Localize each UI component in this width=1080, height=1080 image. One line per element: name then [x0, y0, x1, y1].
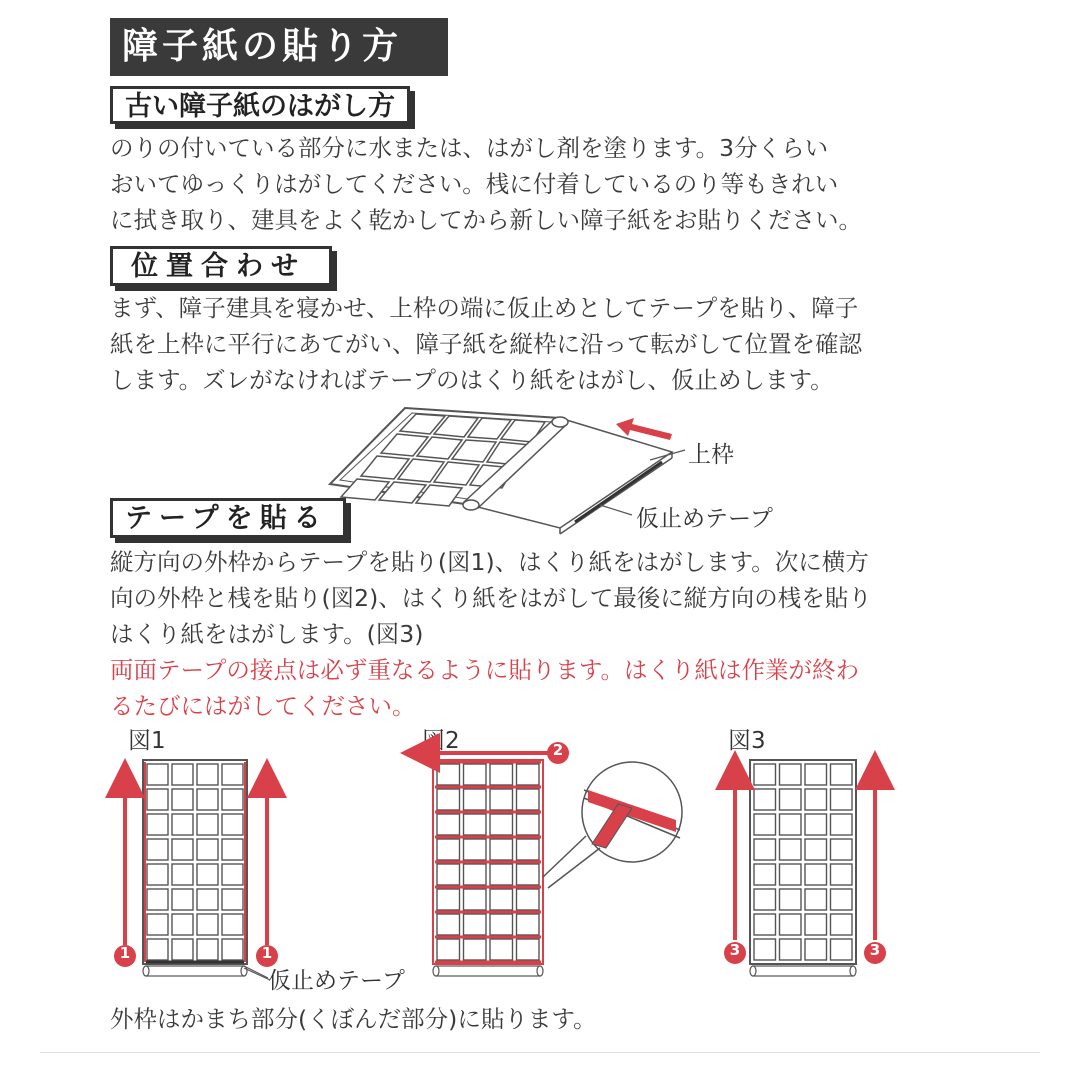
shoji-pane: [147, 789, 168, 810]
bottom-divider: [40, 1052, 1040, 1053]
shoji-pane: [147, 914, 168, 935]
shoji-pane: [517, 889, 540, 910]
figure-3-label: 図3: [728, 728, 766, 754]
shoji-pane: [754, 864, 776, 885]
shoji-pane: [831, 864, 853, 885]
shoji-pane: [805, 864, 827, 885]
shoji-pane: [222, 864, 243, 885]
figure-1-label: 図1: [128, 728, 166, 754]
section-heading-tape: テープを貼る: [110, 498, 346, 538]
shoji-pane: [197, 764, 218, 785]
shoji-pane: [437, 764, 460, 785]
figure-1-temp-tape-label: 仮止めテープ: [268, 968, 405, 994]
shoji-pane: [172, 764, 193, 785]
shoji-pane: [517, 764, 540, 785]
shoji-pane: [172, 939, 193, 960]
shoji-pane: [517, 814, 540, 835]
badge-number: 1: [261, 944, 273, 962]
text-line: に拭き取り、建具をよく乾かしてから新しい障子紙をお貼りください。: [110, 206, 862, 234]
shoji-pane: [197, 839, 218, 860]
shoji-pane: [464, 764, 487, 785]
shoji-pane: [222, 814, 243, 835]
shoji-pane: [147, 864, 168, 885]
badge-number: 2: [552, 741, 564, 759]
shoji-pane: [517, 939, 540, 960]
text-line: まず、障子建具を寝かせ、上枠の端に仮止めとしてテープを貼り、障子: [110, 294, 859, 322]
shoji-pane: [222, 789, 243, 810]
shoji-pane: [831, 764, 853, 785]
warning-line: 両面テープの接点は必ず重なるように貼ります。はくり紙は作業が終わ: [110, 656, 859, 684]
shoji-pane: [437, 789, 460, 810]
shoji-pane: [172, 789, 193, 810]
shoji-pane: [780, 839, 802, 860]
text-line: はくり紙をはがします。(図3): [110, 620, 424, 648]
shoji-pane: [464, 814, 487, 835]
page-title: 障子紙の貼り方: [110, 18, 448, 76]
shoji-pane: [172, 914, 193, 935]
shoji-pane: [147, 889, 168, 910]
shoji-pane: [754, 764, 776, 785]
badge-number: 1: [119, 944, 131, 962]
shoji-pane: [805, 764, 827, 785]
text-line: 紙を上枠に平行にあてがい、障子紙を縦枠に沿って転がして位置を確認: [110, 330, 862, 358]
shoji-pane: [222, 764, 243, 785]
shoji-pane: [437, 814, 460, 835]
shoji-pane: [222, 839, 243, 860]
shoji-pane: [754, 914, 776, 935]
text-line: します。ズレがなければテープのはくり紙をはがし、仮止めします。: [110, 366, 834, 394]
shoji-pane: [172, 814, 193, 835]
shoji-pane: [490, 889, 513, 910]
shoji-pane: [780, 914, 802, 935]
shoji-pane: [197, 889, 218, 910]
shoji-pane: [197, 939, 218, 960]
figure-3: [750, 760, 856, 976]
shoji-pane: [831, 939, 853, 960]
shoji-pane: [222, 914, 243, 935]
badge-number: 3: [869, 941, 881, 959]
shoji-pane: [490, 864, 513, 885]
footer-note: 外枠はかまち部分(くぼんだ部分)に貼ります。: [110, 1005, 597, 1033]
shoji-pane: [437, 864, 460, 885]
shoji-pane: [754, 789, 776, 810]
figure-2: [433, 760, 543, 976]
shoji-pane: [464, 939, 487, 960]
shoji-pane: [831, 789, 853, 810]
badge-number: 3: [729, 941, 741, 959]
shoji-pane: [222, 939, 243, 960]
shoji-pane: [172, 864, 193, 885]
section-heading-alignment: 位置合わせ: [110, 246, 332, 286]
shoji-pane: [464, 839, 487, 860]
section-heading-removal: 古い障子紙のはがし方: [110, 86, 410, 124]
shoji-pane: [147, 939, 168, 960]
shoji-pane: [780, 864, 802, 885]
shoji-pane: [147, 814, 168, 835]
shoji-pane: [464, 864, 487, 885]
shoji-pane: [490, 914, 513, 935]
shoji-pane: [464, 789, 487, 810]
shoji-pane: [172, 839, 193, 860]
shoji-pane: [831, 839, 853, 860]
shoji-pane: [437, 939, 460, 960]
shoji-pane: [780, 789, 802, 810]
shoji-pane: [490, 939, 513, 960]
shoji-pane: [517, 839, 540, 860]
shoji-pane: [780, 814, 802, 835]
shoji-pane: [805, 839, 827, 860]
text-line: おいてゆっくりはがしてください。桟に付着しているのり等もきれい: [110, 170, 839, 198]
shoji-pane: [172, 889, 193, 910]
shoji-pane: [222, 889, 243, 910]
shoji-pane: [197, 864, 218, 885]
shoji-pane: [437, 914, 460, 935]
shoji-pane: [517, 914, 540, 935]
text-line: 縦方向の外枠からテープを貼り(図1)、はくり紙をはがします。次に横方: [110, 548, 869, 576]
shoji-pane: [517, 864, 540, 885]
shoji-pane: [805, 789, 827, 810]
shoji-pane: [754, 814, 776, 835]
shoji-pane: [780, 939, 802, 960]
magnified-detail: [543, 762, 682, 888]
shoji-pane: [490, 814, 513, 835]
shoji-pane: [754, 889, 776, 910]
shoji-pane: [517, 789, 540, 810]
shoji-pane: [754, 839, 776, 860]
shoji-pane: [197, 914, 218, 935]
shoji-pane: [490, 764, 513, 785]
figure-2-label: 図2: [422, 728, 460, 754]
label-top-frame: 上枠: [688, 442, 734, 468]
shoji-pane: [490, 839, 513, 860]
label-temp-tape: 仮止めテープ: [636, 506, 773, 532]
shoji-pane: [754, 939, 776, 960]
shoji-pane: [490, 789, 513, 810]
shoji-pane: [464, 914, 487, 935]
shoji-pane: [805, 814, 827, 835]
shoji-pane: [197, 789, 218, 810]
text-line: 向の外枠と桟を貼り(図2)、はくり紙をはがして最後に縦方向の桟を貼り: [110, 584, 872, 612]
shoji-pane: [197, 814, 218, 835]
shoji-pane: [437, 839, 460, 860]
shoji-pane: [805, 914, 827, 935]
shoji-pane: [780, 764, 802, 785]
warning-line: るたびにはがしてください。: [110, 692, 416, 720]
figure-1: [143, 760, 268, 978]
shoji-pane: [147, 764, 168, 785]
shoji-pane: [437, 889, 460, 910]
shoji-pane: [831, 914, 853, 935]
shoji-pane: [147, 839, 168, 860]
text-line: のりの付いている部分に水または、はがし剤を塗ります。3分くらい: [110, 134, 829, 162]
shoji-pane: [464, 889, 487, 910]
shoji-pane: [805, 889, 827, 910]
shoji-pane: [831, 889, 853, 910]
shoji-pane: [805, 939, 827, 960]
shoji-pane: [831, 814, 853, 835]
shoji-pane: [780, 889, 802, 910]
